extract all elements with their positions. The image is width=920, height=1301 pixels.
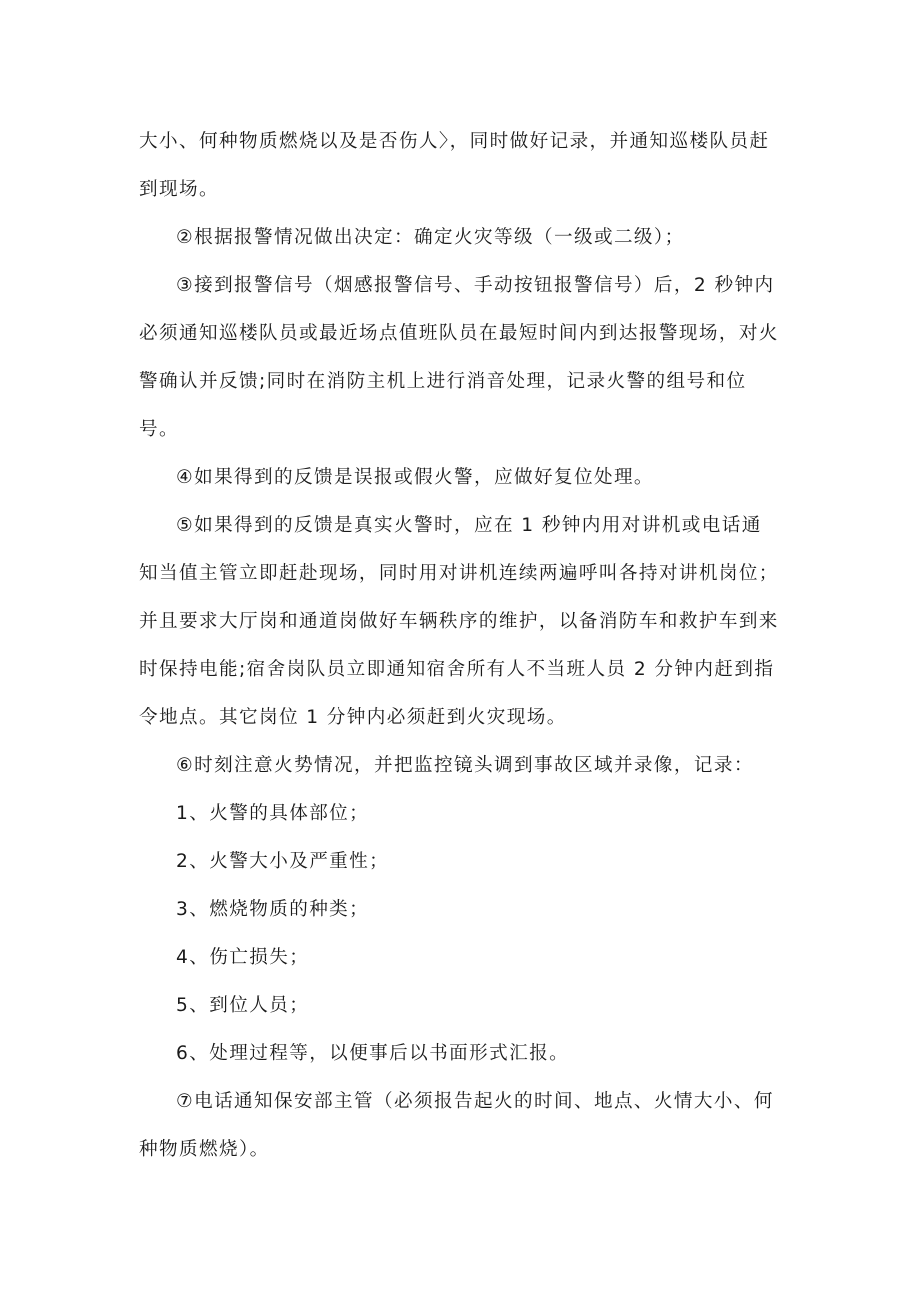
text-line: ⑤如果得到的反馈是真实火警时，应在 1 秒钟内用对讲机或电话通 <box>176 515 762 536</box>
text-line: ⑥时刻注意火势情况，并把监控镜头调到事故区域并录像，记录： <box>176 755 754 776</box>
list-item: 6、处理过程等，以便事后以书面形式汇报。 <box>176 1043 570 1064</box>
text-line: ⑦电话通知保安部主管（必须报告起火的时间、地点、火情大小、何 <box>176 1091 774 1112</box>
text-line: ④如果得到的反馈是误报或假火警，应做好复位处理。 <box>176 467 654 488</box>
text-line: 警确认并反馈;同时在消防主机上进行消音处理，记录火警的组号和位 <box>139 371 747 392</box>
list-item: 1、火警的具体部位； <box>176 803 370 824</box>
text-line: 时保持电能;宿舍岗队员立即通知宿舍所有人不当班人员 2 分钟内赶到指 <box>139 659 775 680</box>
text-line: 到现场。 <box>139 179 219 200</box>
text-line: 种物质燃烧）。 <box>139 1139 270 1160</box>
text-line: 必须通知巡楼队员或最近场点值班队员在最短时间内到达报警现场，对火 <box>139 323 779 344</box>
text-line: 大小、何种物质燃烧以及是否伤人〉，同时做好记录，并通知巡楼队员赶 <box>139 131 770 152</box>
text-line: 并且要求大厅岗和通道岗做好车辆秩序的维护，以备消防车和救护车到来 <box>139 611 779 632</box>
document-body <box>139 118 784 1174</box>
text-line: 知当值主管立即赶赴现场，同时用对讲机连续两遍呼叫各持对讲机岗位； <box>139 563 779 584</box>
list-item: 5、到位人员； <box>176 995 310 1016</box>
list-item: 3、燃烧物质的种类； <box>176 899 370 920</box>
list-item: 2、火警大小及严重性； <box>176 851 390 872</box>
text-line: ②根据报警情况做出决定：确定火灾等级（一级或二级）； <box>176 227 685 248</box>
text-line: 号。 <box>139 419 179 440</box>
text-line: ③接到报警信号（烟感报警信号、手动按钮报警信号）后，2 秒钟内 <box>176 275 775 296</box>
text-line: 令地点。其它岗位 1 分钟内必须赶到火灾现场。 <box>139 707 567 728</box>
list-item: 4、伤亡损失； <box>176 947 310 968</box>
